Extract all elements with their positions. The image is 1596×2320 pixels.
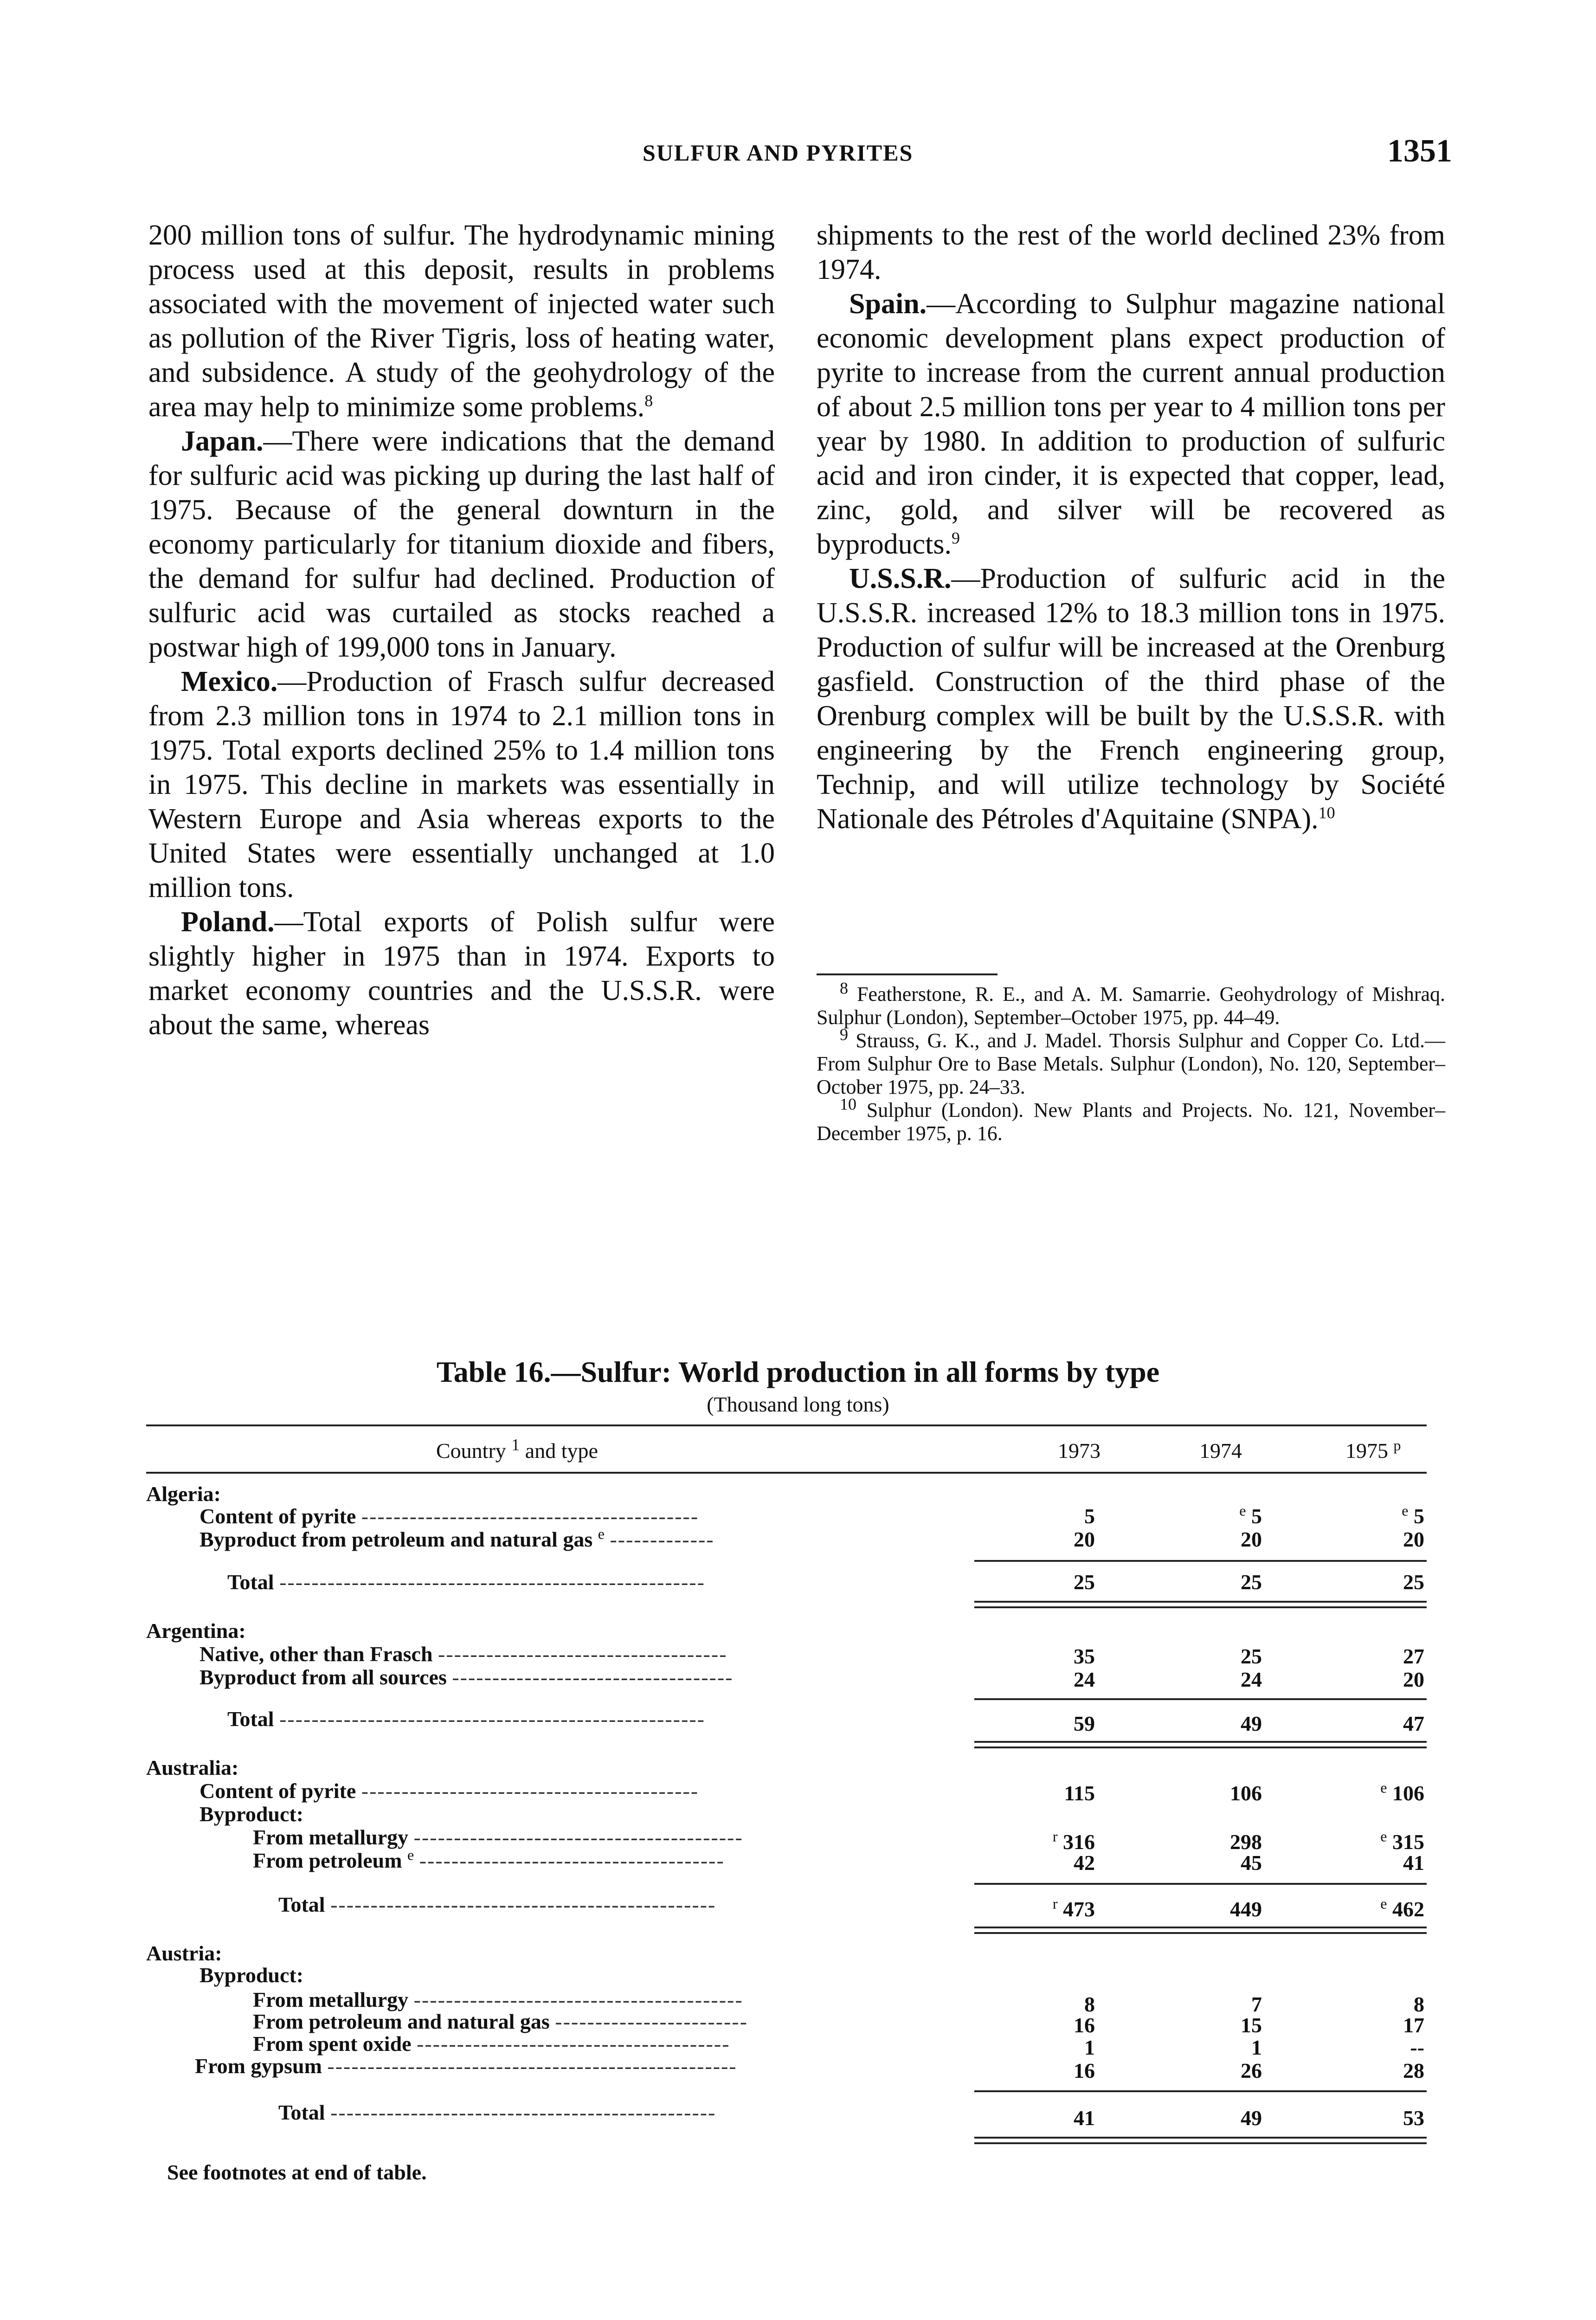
cell-value: 7 (1251, 1992, 1262, 2016)
row-label: Total ------------------------------------------------ (278, 2101, 716, 2124)
cell-value: 20 (1403, 1527, 1424, 1551)
cell-value: 5 (1084, 1504, 1095, 1528)
row-label: From petroleum $^e$ -------------------------------------- (253, 1846, 725, 1872)
cell-value: 45 (1241, 1851, 1262, 1875)
total-rule (974, 1932, 1427, 1934)
row-argentina: Argentina: (146, 1619, 246, 1643)
paragraph-poland: Poland.—Total exports of Polish sulfur were slightly higher in 1975 than in 1974. Exports to market economy countries and the U.S.S.R. were about the same, whereas (148, 906, 775, 1041)
cell-value: 24 (1241, 1668, 1262, 1691)
row-algeria: Algeria: (146, 1482, 221, 1506)
cell-value: $^e$ 315 (1380, 1828, 1424, 1854)
row-label: Byproduct from petroleum and natural gas $^e$ ------------- (200, 1525, 714, 1551)
subtotal-rule (974, 1560, 1427, 1562)
cell-value: 115 (1064, 1781, 1095, 1805)
country-heading-poland: Poland. (181, 906, 275, 938)
cell-value: 17 (1403, 2013, 1424, 2037)
left-column (148, 218, 775, 1042)
cell-value: $^e$ 5 (1402, 1502, 1424, 1528)
total-rule (974, 1601, 1427, 1603)
cell-value: 25 (1241, 1570, 1262, 1594)
cell-value: 8 (1084, 1992, 1095, 2016)
cell-value: 28 (1403, 2059, 1424, 2082)
row-label: Native, other than Frasch ------------------------------------ (200, 1642, 727, 1666)
total-rule (974, 1741, 1427, 1743)
row-label: Byproduct: (200, 1802, 304, 1826)
paragraph-mexico: Mexico.—Production of Frasch sulfur decreased from 2.3 million tons in 1974 to 2.1 million tons in 1975. Total exports declined 25% to 1.4 million tons in 1975. This decline in markets was essentially in Western Europe and Asia whereas exports to the United States were essentially unchanged at 1.0 million tons. (148, 666, 775, 903)
cell-value: 1 (1084, 2036, 1095, 2059)
row-label: Byproduct: (200, 1963, 304, 1987)
cell-value: $^e$ 5 (1239, 1502, 1262, 1528)
total-rule (974, 2142, 1427, 2144)
cell-value: 41 (1074, 2106, 1095, 2130)
row-label: From metallurgy ----------------------------------------- (253, 1988, 743, 2011)
row-label: From gypsum --------------------------------------------------- (195, 2054, 737, 2078)
cell-value: 8 (1414, 1992, 1424, 2016)
subtotal-rule (974, 2090, 1427, 2092)
paragraph-ussr: U.S.S.R.—Production of sulfuric acid in the U.S.S.R. increased 12% to 18.3 million tons in 1975. Production of sulfur will be increased at the Orenburg gasfield. Construction of the third phase of the Orenburg complex will be built by the U.S.S.R. with engineering by the French engineering group, Technip, and will utilize technology by Société Nationale des Pétroles d'Aquitaine (SNPA).$^{10}$ (817, 563, 1445, 835)
right-column (817, 218, 1445, 836)
total-rule (974, 1746, 1427, 1748)
cell-value: 298 (1230, 1830, 1262, 1854)
footnote-9: $^9$ Strauss, G. K., and J. Madel. Thorsis Sulphur and Copper Co. Ltd.—From Sulphur Ore to Base Metals. Sulphur (London), No. 120, September–October 1975, pp. 24–33. (817, 1025, 1446, 1098)
country-heading-mexico: Mexico. (181, 666, 278, 697)
country-heading-ussr: U.S.S.R. (849, 563, 952, 594)
row-label: Total ------------------------------------------------ (278, 1893, 716, 1916)
row-label: Content of pyrite ------------------------------------------ (200, 1779, 699, 1803)
cell-value: 49 (1241, 2106, 1262, 2130)
cell-value: 53 (1403, 2106, 1424, 2130)
cell-value: 1 (1251, 2036, 1262, 2059)
table-see-footnotes: See footnotes at end of table. (167, 2160, 427, 2184)
cell-value: 49 (1241, 1712, 1262, 1735)
header-1974: 1974 (1199, 1439, 1242, 1463)
row-label: From petroleum and natural gas ------------------------ (253, 2010, 748, 2033)
header-country: Country $^1$ and type (436, 1435, 598, 1463)
running-head: SULFUR AND PYRITES (643, 140, 914, 166)
header-1975: 1975 $^p$ (1345, 1437, 1401, 1463)
footnote-divider (817, 973, 998, 975)
country-heading-japan: Japan. (181, 425, 264, 457)
table-subtitle: (Thousand long tons) (707, 1392, 889, 1416)
country-heading-spain: Spain. (849, 288, 927, 320)
total-rule (974, 2137, 1427, 2139)
paragraph-poland-continued: shipments to the rest of the world declined 23% from 1974. (817, 219, 1445, 285)
paragraph-iraq-continued: 200 million tons of sulfur. The hydrodynamic mining process used at this deposit, results in problems associated with the movement of injected water such as pollution of the River Tigris, loss of heating water, and subsidence. A study of the geohydrology of the area may help to minimize some problems.$^8$ (148, 219, 775, 423)
table-top-rule (146, 1424, 1427, 1426)
cell-value: 20 (1074, 1527, 1095, 1551)
cell-value: 47 (1403, 1712, 1424, 1735)
cell-value: 42 (1074, 1851, 1095, 1875)
cell-value: $^r$ 316 (1052, 1828, 1095, 1854)
footnote-ref: 8 (644, 391, 653, 410)
cell-value: 25 (1074, 1570, 1095, 1594)
row-label: Content of pyrite ------------------------------------------ (200, 1504, 699, 1528)
cell-value: 59 (1074, 1712, 1095, 1735)
paragraph-spain: Spain.—According to Sulphur magazine national economic development plans expect production of pyrite to increase from the current annual production of about 2.5 million tons per year to 4 million tons per year by 1980. In addition to production of sulfuric acid and iron cinder, it is expected that copper, lead, zinc, gold, and silver will be recovered as byproducts.$^9$ (817, 288, 1445, 560)
total-rule (974, 1927, 1427, 1928)
paragraph-japan: Japan.—There were indications that the demand for sulfuric acid was picking up during the last half of 1975. Because of the general downturn in the economy particularly for titanium dioxide and fibers, the demand for sulfur had declined. Production of sulfuric acid was curtailed as stocks reached a postwar high of 199,000 tons in January. (148, 425, 775, 663)
cell-value: 15 (1241, 2013, 1262, 2037)
row-label: Total ----------------------------------------------------- (227, 1707, 705, 1731)
subtotal-rule (974, 1883, 1427, 1885)
row-australia: Australia: (146, 1756, 239, 1779)
cell-value: $^e$ 462 (1380, 1895, 1424, 1921)
table-header-rule (146, 1472, 1427, 1474)
row-label: From metallurgy ----------------------------------------- (253, 1825, 743, 1849)
cell-value: 20 (1403, 1668, 1424, 1691)
cell-value: 16 (1074, 2059, 1095, 2082)
page-number: 1351 (1387, 133, 1452, 169)
row-label: Total ----------------------------------------------------- (227, 1570, 705, 1594)
footnote-ref: 9 (952, 528, 960, 548)
total-rule (974, 1606, 1427, 1608)
cell-value: 41 (1403, 1851, 1424, 1875)
row-label: From spent oxide --------------------------------------- (253, 2032, 730, 2056)
cell-value: 27 (1403, 1644, 1424, 1668)
cell-value: $^e$ 106 (1380, 1779, 1424, 1805)
cell-value: 25 (1403, 1570, 1424, 1594)
cell-value: 106 (1230, 1781, 1262, 1805)
cell-value: 26 (1241, 2059, 1262, 2082)
footnote-ref: 10 (1318, 803, 1335, 822)
subtotal-rule (974, 1698, 1427, 1700)
cell-value: 16 (1074, 2013, 1095, 2037)
cell-value: 24 (1074, 1668, 1095, 1691)
footnote-8: $^8$ Featherstone, R. E., and A. M. Samarrie. Geohydrology of Mishraq. Sulphur (London), September–October 1975, pp. 44–49. (817, 979, 1445, 1029)
table-title: Table 16.—Sulfur: World production in all forms by type (436, 1355, 1160, 1388)
header-1973: 1973 (1058, 1439, 1100, 1463)
row-label: Byproduct from all sources ----------------------------------- (200, 1665, 734, 1689)
cell-value: $^r$ 473 (1052, 1895, 1095, 1921)
cell-value: -- (1410, 2036, 1424, 2059)
cell-value: 20 (1241, 1527, 1262, 1551)
cell-value: 35 (1074, 1644, 1095, 1668)
footnote-10: $^{10}$ Sulphur (London). New Plants and Projects. No. 121, November–December 1975, p. 16. (817, 1095, 1446, 1145)
row-austria: Austria: (146, 1941, 222, 1965)
cell-value: 25 (1241, 1644, 1262, 1668)
footnotes (817, 979, 1446, 1145)
cell-value: 449 (1230, 1897, 1262, 1921)
